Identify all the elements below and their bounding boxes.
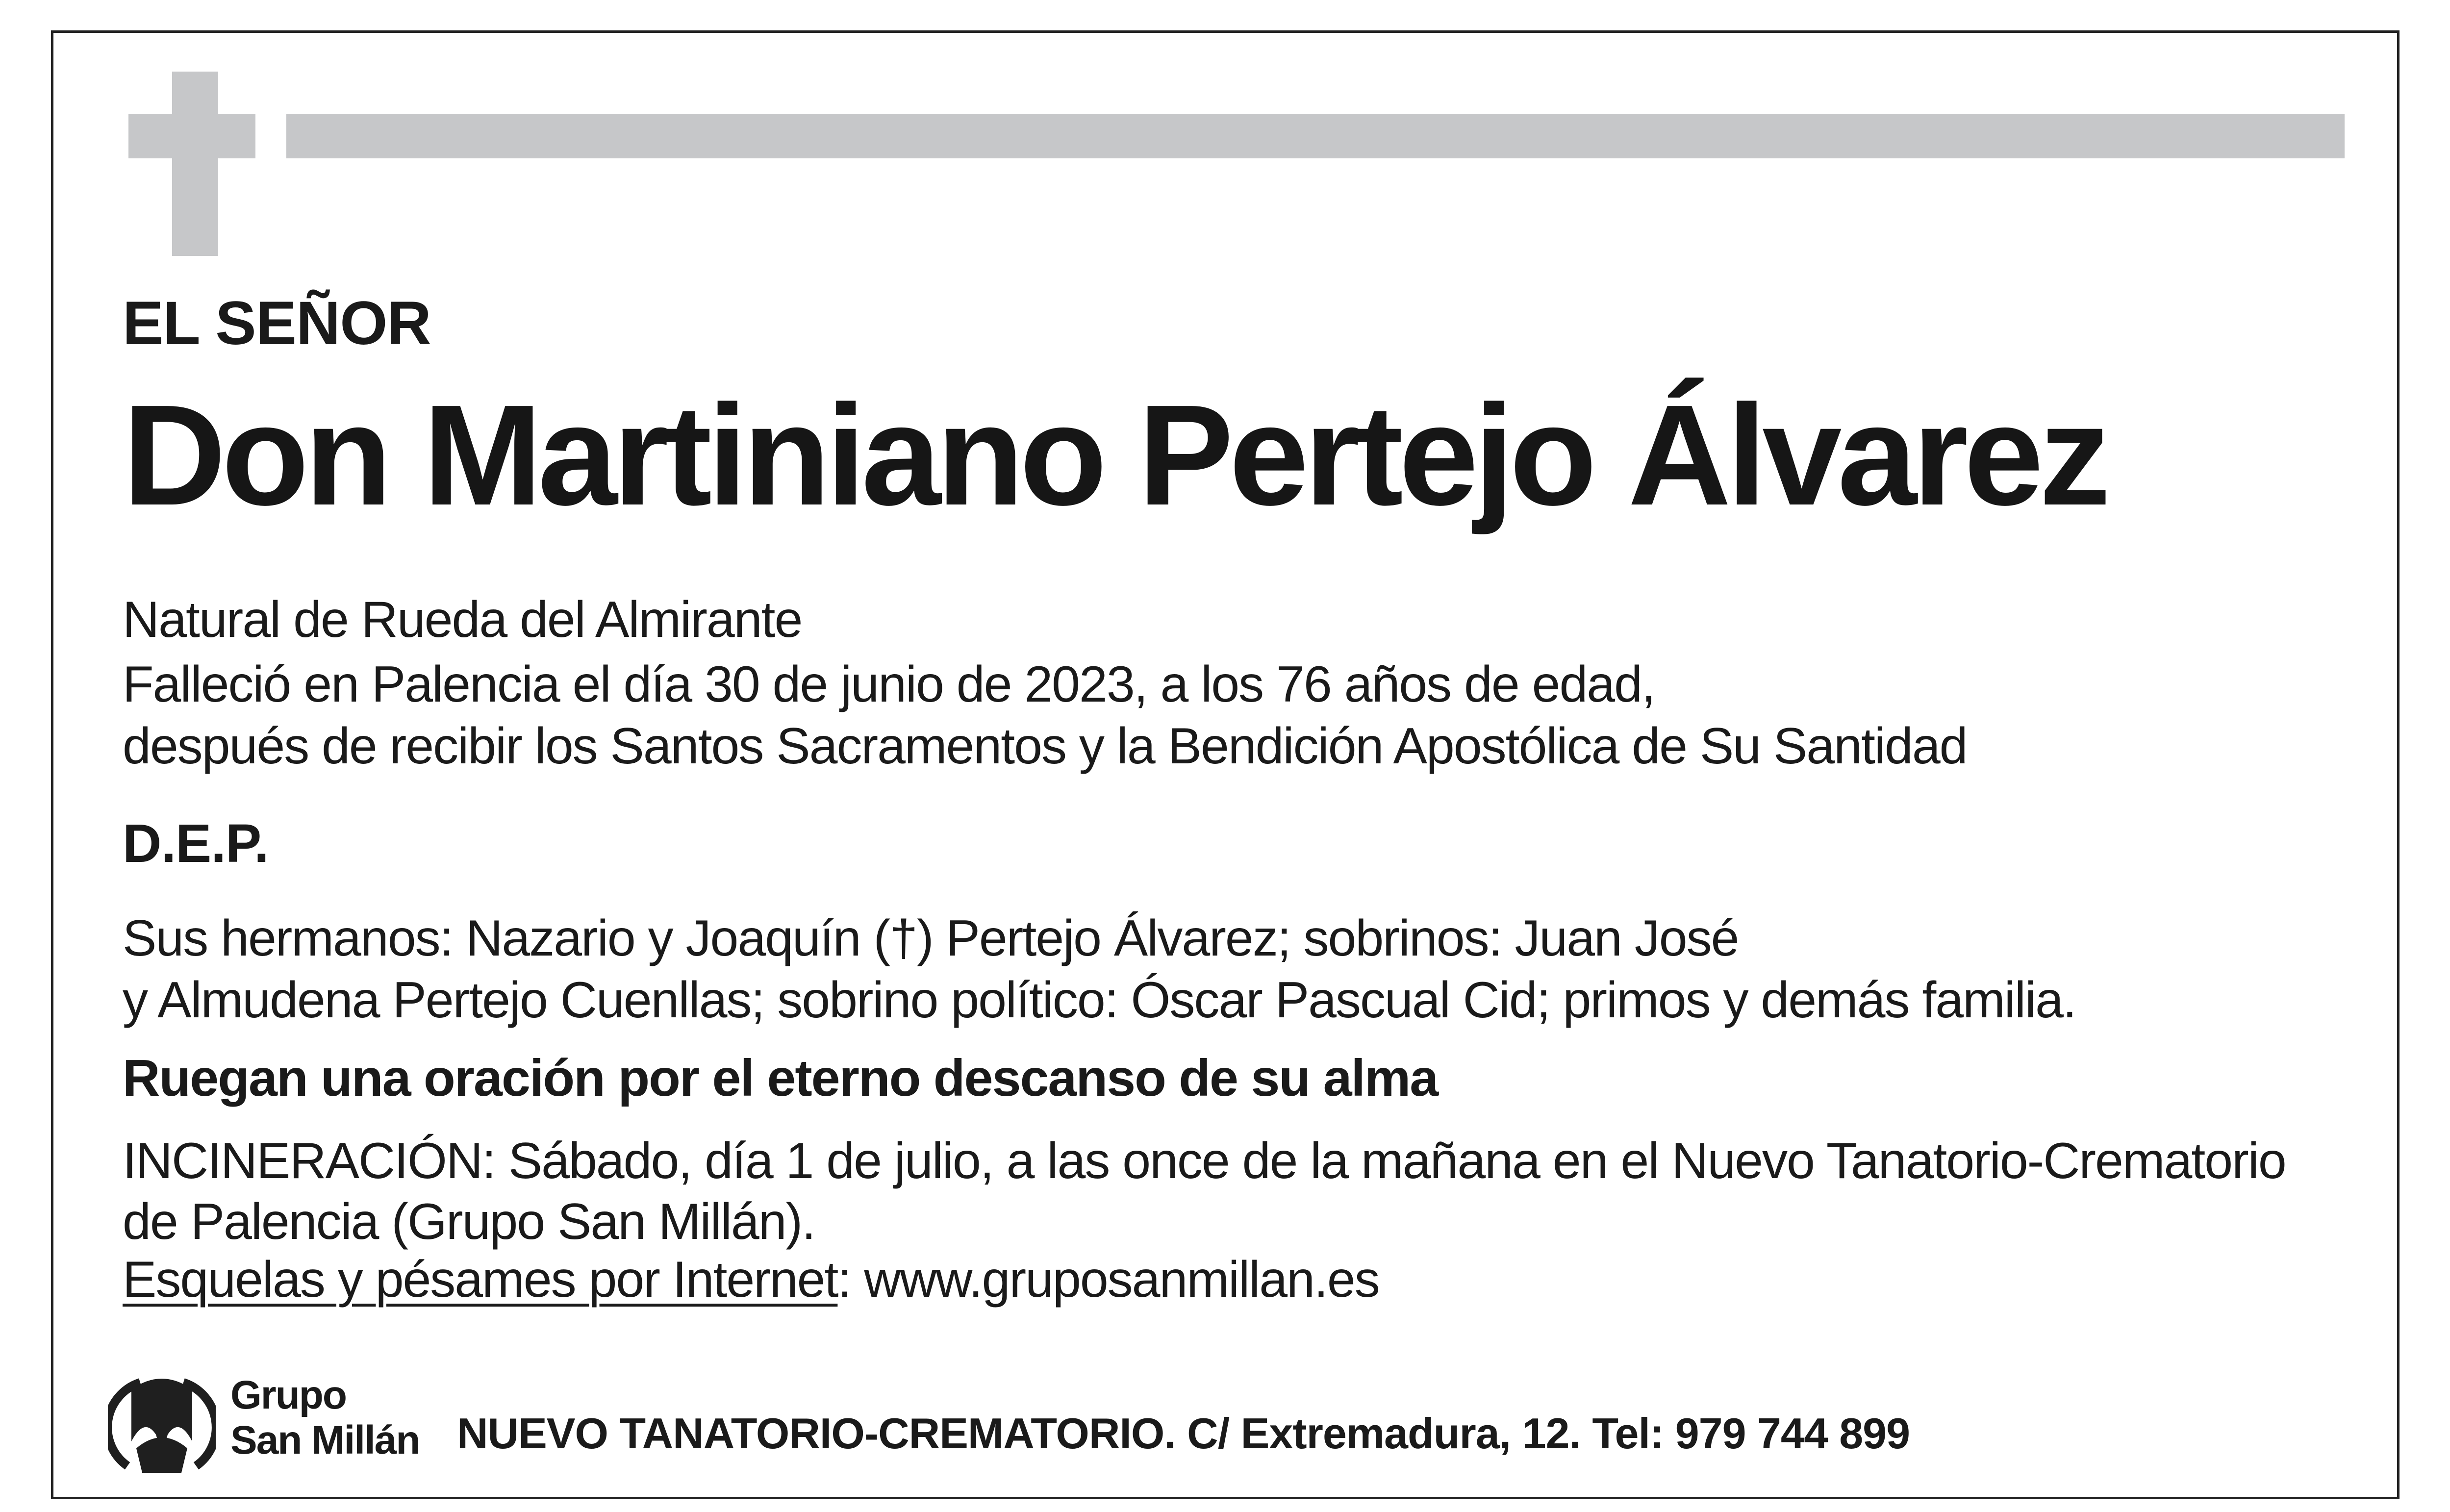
cross-horizontal-bar: [128, 114, 255, 158]
logo-base-shape: [136, 1437, 187, 1473]
ceremony-line-2: de Palencia (Grupo San Millán).: [123, 1193, 815, 1250]
online-url[interactable]: www.gruposanmillan.es: [864, 1251, 1379, 1308]
grupo-san-millan-logo: [108, 1368, 216, 1481]
deceased-name: Don Martiniano Pertejo Álvarez: [123, 375, 2106, 535]
rip-text: D.E.P.: [123, 813, 269, 874]
footer-address: NUEVO TANATORIO-CREMATORIO. C/ Extremadura, 12. Tel: 979 744 899: [457, 1409, 1910, 1458]
death-line: Falleció en Palencia el día 30 de junio de 2023, a los 76 años de edad,: [123, 656, 1655, 713]
online-separator: :: [837, 1251, 864, 1308]
prayer-request: Ruegan una oración por el eterno descanso de su alma: [123, 1049, 1438, 1107]
header-decorative-bar: [286, 114, 2345, 158]
online-condolences-label[interactable]: Esquelas y pésames por Internet: [123, 1251, 838, 1308]
logo-wordmark-line-2: San Millán: [230, 1417, 420, 1462]
cross-vertical-bar: [172, 72, 218, 256]
sacraments-line: después de recibir los Santos Sacramentos y la Bendición Apostólica de Su Santidad: [123, 718, 1967, 775]
online-condolences-line: [123, 1251, 1379, 1308]
ceremony-line-1: INCINERACIÓN: Sábado, día 1 de julio, a las once de la mañana en el Nuevo Tanatorio-Crematorio: [123, 1133, 2286, 1189]
logo-wordmark-line-1: Grupo: [230, 1373, 346, 1417]
origin-line: Natural de Rueda del Almirante: [123, 591, 802, 648]
honorific-title: EL SEÑOR: [123, 289, 431, 357]
family-line-1: Sus hermanos: Nazario y Joaquín (†) Pertejo Álvarez; sobrinos: Juan José: [123, 910, 1739, 967]
family-line-2: y Almudena Pertejo Cuenllas; sobrino político: Óscar Pascual Cid; primos y demás familia.: [123, 972, 2076, 1029]
logo-wordmark: [230, 1373, 420, 1463]
